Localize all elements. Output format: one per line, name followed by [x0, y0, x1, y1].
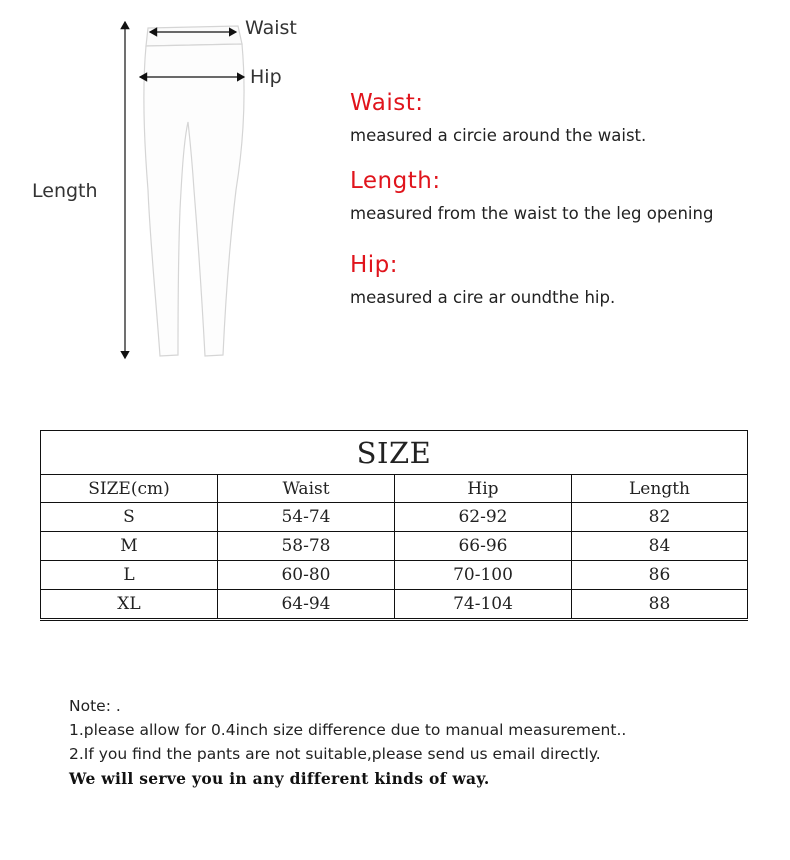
note-line-3: We will serve you in any different kinds of way.: [69, 769, 490, 788]
size-cell: L: [41, 561, 218, 590]
table-row: [41, 532, 748, 561]
waist-cell: 58-78: [218, 532, 395, 561]
length-cell: 82: [572, 503, 748, 532]
waist-cell: 54-74: [218, 503, 395, 532]
header-hip: Hip: [395, 475, 572, 503]
header-size-cm: SIZE(cm): [41, 475, 218, 503]
length-diagram-label: Length: [32, 180, 98, 202]
size-table-header-row: [41, 475, 748, 503]
length-definition-title: Length:: [350, 168, 441, 194]
header-waist: Waist: [218, 475, 395, 503]
waist-cell: 64-94: [218, 590, 395, 620]
length-cell: 88: [572, 590, 748, 620]
note-line-2: 2.If you find the pants are not suitable,please send us email directly.: [69, 745, 601, 763]
table-row: [41, 590, 748, 620]
leggings-illustration: [144, 26, 244, 356]
hip-definition-title: Hip:: [350, 252, 399, 278]
length-cell: 86: [572, 561, 748, 590]
hip-cell: 70-100: [395, 561, 572, 590]
note-heading: Note: .: [69, 697, 121, 715]
length-cell: 84: [572, 532, 748, 561]
header-length: Length: [572, 475, 748, 503]
size-cell: XL: [41, 590, 218, 620]
waist-cell: 60-80: [218, 561, 395, 590]
waist-diagram-label: Waist: [245, 17, 297, 39]
hip-cell: 66-96: [395, 532, 572, 561]
size-table-title: SIZE: [41, 431, 748, 475]
size-cell: S: [41, 503, 218, 532]
waist-definition-title: Waist:: [350, 90, 424, 116]
table-row: [41, 561, 748, 590]
size-table-title-row: [41, 431, 748, 475]
waist-definition-text: measured a circie around the waist.: [350, 126, 647, 145]
size-cell: M: [41, 532, 218, 561]
hip-cell: 74-104: [395, 590, 572, 620]
hip-definition-text: measured a cire ar oundthe hip.: [350, 288, 616, 307]
note-line-1: 1.please allow for 0.4inch size difference due to manual measurement..: [69, 721, 627, 739]
hip-cell: 62-92: [395, 503, 572, 532]
size-table: [40, 430, 748, 621]
hip-diagram-label: Hip: [250, 66, 282, 88]
table-row: [41, 503, 748, 532]
length-definition-text: measured from the waist to the leg opening: [350, 204, 714, 223]
